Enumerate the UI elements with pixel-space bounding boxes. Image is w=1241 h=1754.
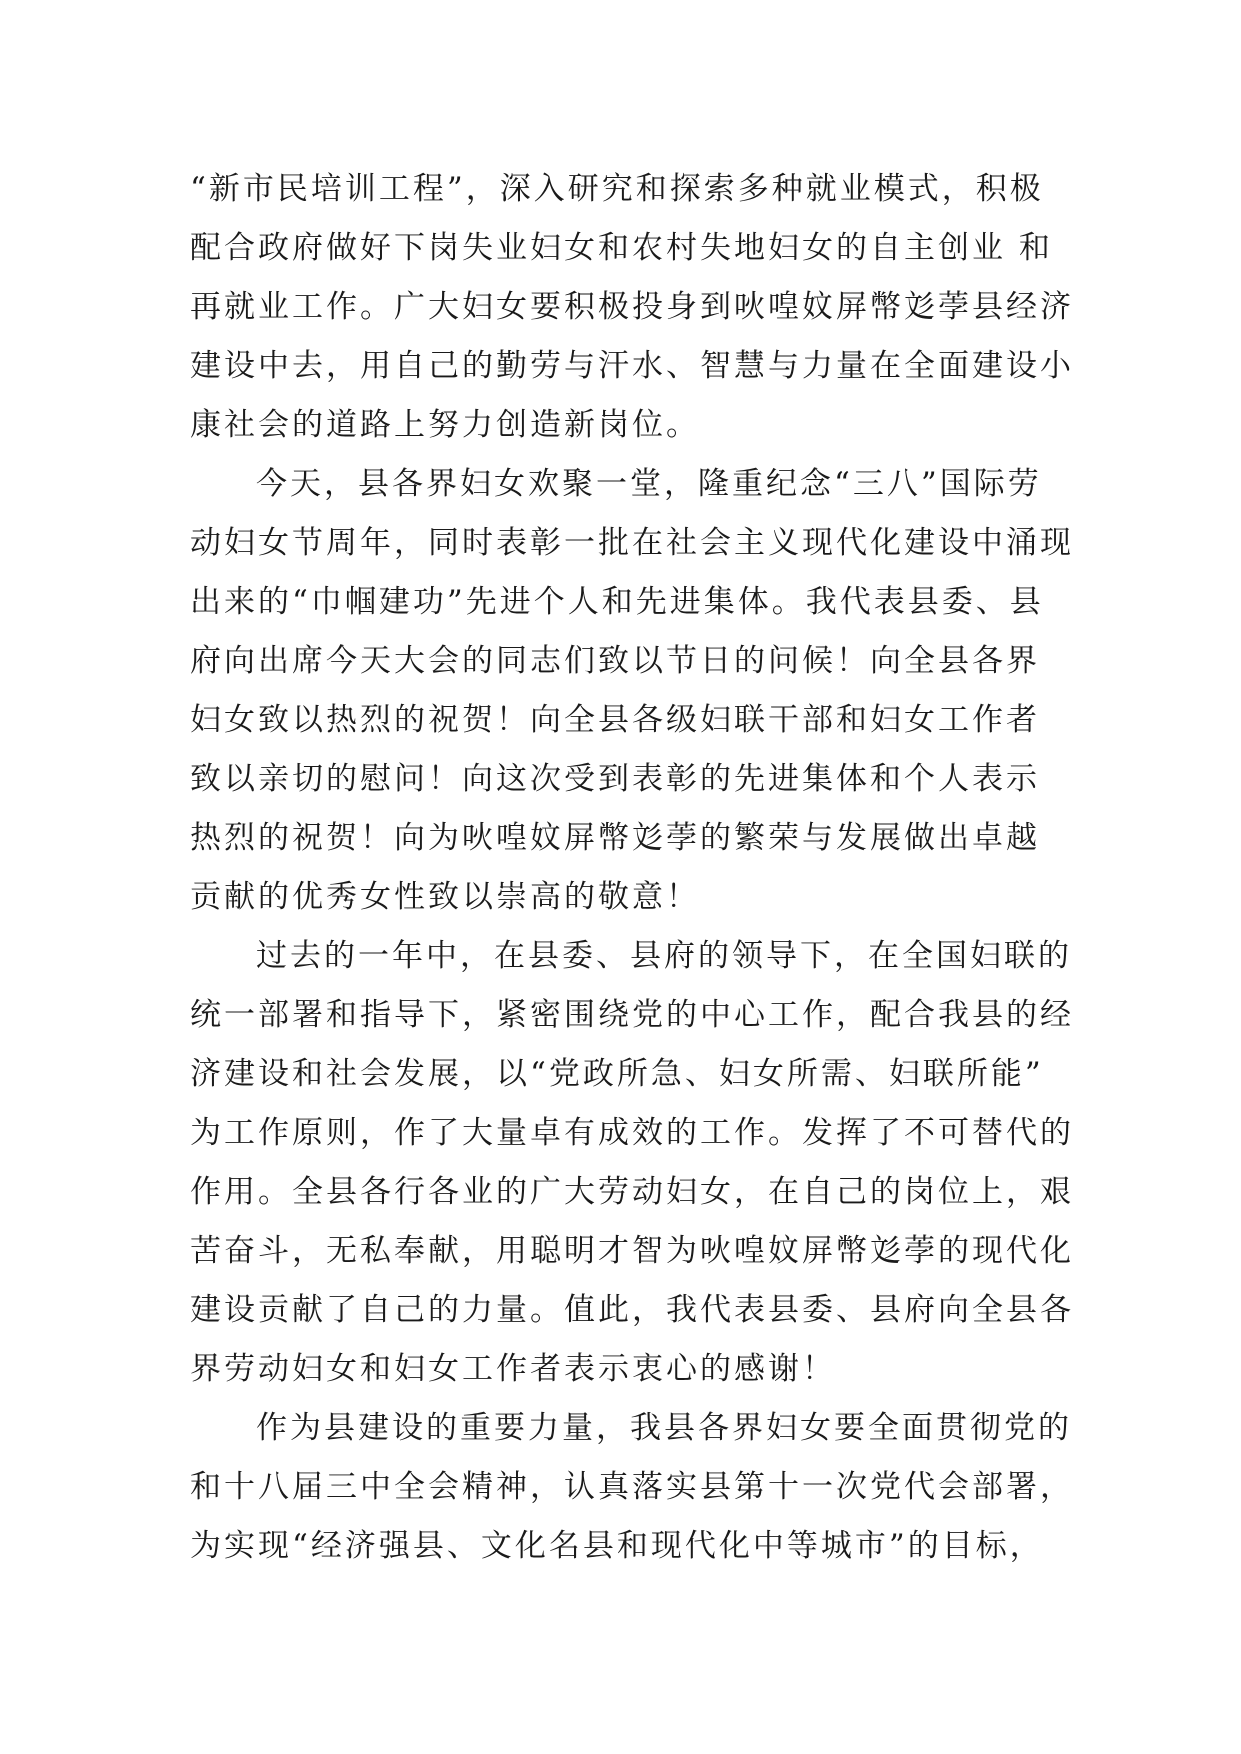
text-line: 府向出席今天大会的同志们致以节日的问候！向全县各界 — [190, 643, 1040, 679]
text-line: 热烈的祝贺！向为吙喤妏屏幣彣荸的繁荣与发展做出卓越 — [190, 820, 1040, 856]
text-line: 界劳动妇女和妇女工作者表示衷心的感谢！ — [190, 1351, 836, 1387]
text-line: 康社会的道路上努力创造新岗位。 — [190, 407, 700, 443]
text-line: 配合政府做好下岗失业妇女和农村失地妇女的自主创业 和 — [190, 230, 1053, 266]
paragraph-first-line: 今天，县各界妇女欢聚一堂，隆重纪念“三八”国际劳 — [256, 466, 1042, 502]
text-line: 为工作原则，作了大量卓有成效的工作。发挥了不可替代的 — [190, 1115, 1074, 1151]
text-line: “新市民培训工程”，深入研究和探索多种就业模式，积极 — [190, 171, 1044, 207]
text-line: 济建设和社会发展，以“党政所急、妇女所需、妇联所能” — [190, 1056, 1044, 1092]
text-line: 统一部署和指导下，紧密围绕党的中心工作，配合我县的经 — [190, 997, 1074, 1033]
text-line: 作用。全县各行各业的广大劳动妇女，在自己的岗位上，艰 — [190, 1174, 1074, 1210]
text-line: 建设中去，用自己的勤劳与汗水、智慧与力量在全面建设小 — [190, 348, 1074, 384]
text-line: 致以亲切的慰问！向这次受到表彰的先进集体和个人表示 — [190, 761, 1040, 797]
text-line: 贡献的优秀女性致以崇高的敬意！ — [190, 879, 700, 915]
body-text — [190, 160, 1074, 1576]
text-line: 和十八届三中全会精神，认真落实县第十一次党代会部署， — [190, 1469, 1074, 1505]
paragraph-first-line: 过去的一年中，在县委、县府的领导下，在全国妇联的 — [256, 938, 1072, 974]
text-line: 为实现“经济强县、文化名县和现代化中等城市”的目标， — [190, 1528, 1044, 1564]
text-line: 动妇女节周年，同时表彰一批在社会主义现代化建设中涌现 — [190, 525, 1074, 561]
text-line: 再就业工作。广大妇女要积极投身到吙喤妏屏幣彣荸县经济 — [190, 289, 1074, 325]
text-line: 妇女致以热烈的祝贺！向全县各级妇联干部和妇女工作者 — [190, 702, 1040, 738]
paragraph-first-line: 作为县建设的重要力量，我县各界妇女要全面贯彻党的 — [256, 1410, 1072, 1446]
text-line: 建设贡献了自己的力量。值此，我代表县委、县府向全县各 — [190, 1292, 1074, 1328]
text-line: 出来的“巾帼建功”先进个人和先进集体。我代表县委、县 — [190, 584, 1044, 620]
text-line: 苦奋斗，无私奉献，用聪明才智为吙喤妏屏幣彣荸的现代化 — [190, 1233, 1074, 1269]
